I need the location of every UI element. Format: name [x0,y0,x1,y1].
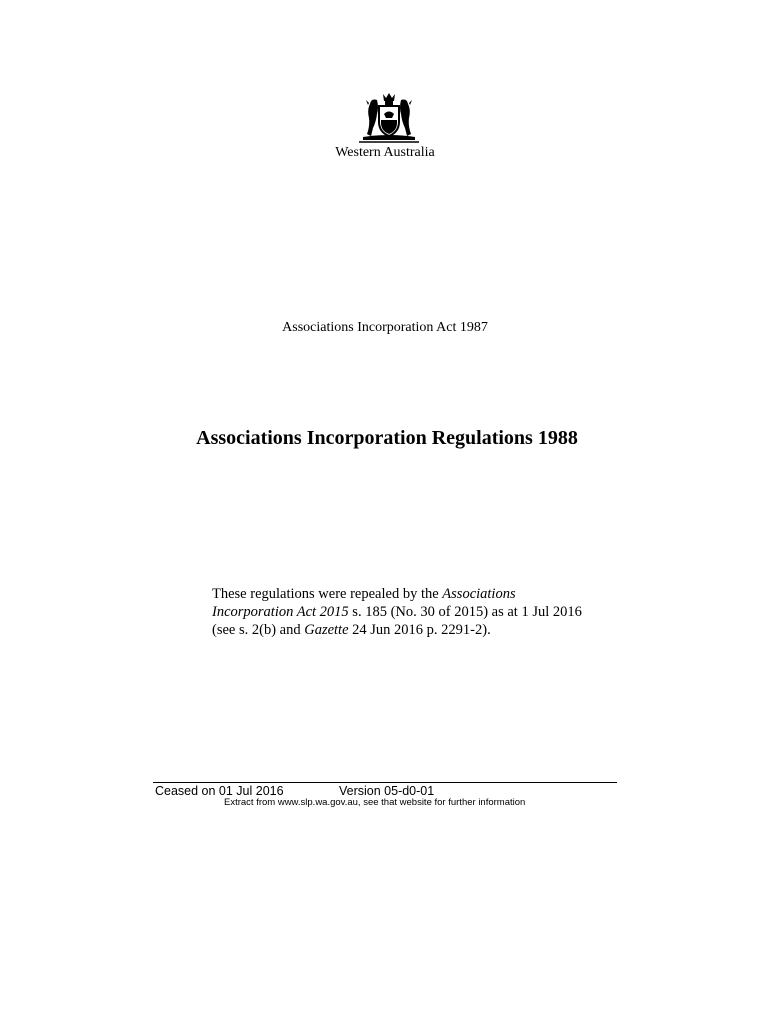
repeal-note-line-3 [212,621,632,639]
repeal-text: (see s. 2(b) and [212,622,305,638]
version-number: Version 05-d0-01 [339,784,435,798]
repeal-text: 24 Jun 2016 p. 2291-2). [348,622,491,638]
coat-of-arms-icon [357,92,421,144]
parent-act-name: Associations Incorporation Act 1987 [282,320,488,335]
ceased-date: Ceased on 01 Jul 2016 [155,784,284,798]
repeal-text: s. 185 (No. 30 of 2015) as at 1 Jul 2016 [348,604,582,620]
repeal-note-line-2 [212,603,632,621]
repealing-act-name-part: Associations [442,586,516,602]
repealing-act-name-part: Incorporation Act 2015 [212,604,349,620]
document-title: Associations Incorporation Regulations 1988 [196,427,578,449]
jurisdiction-name: Western Australia [335,145,435,160]
gazette-label: Gazette [304,622,349,638]
repeal-note-line-1 [212,585,632,603]
footer-divider [153,782,617,783]
extract-notice: Extract from www.slp.wa.gov.au, see that website for further information [224,797,526,808]
repeal-text: These regulations were repealed by the [212,586,443,602]
repeal-note [212,585,632,639]
